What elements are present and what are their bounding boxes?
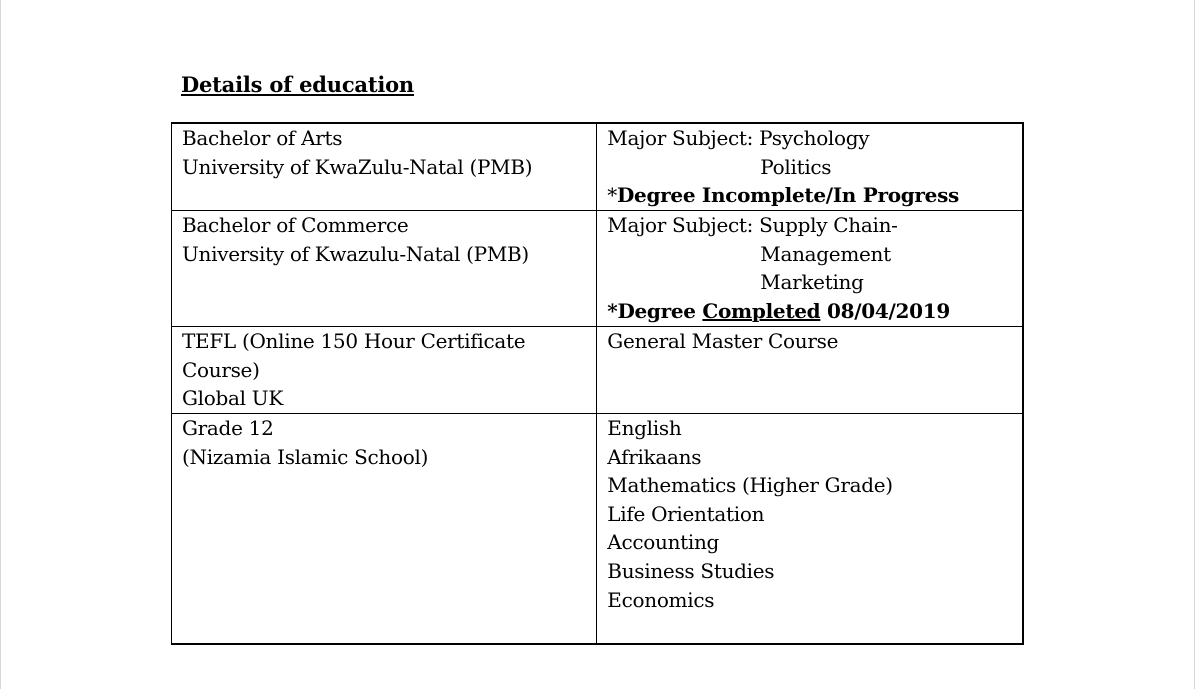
status-text: Degree Incomplete/In Progress [617,183,959,208]
qualification-title: Bachelor of Commerce [182,213,409,237]
qualification-cell [172,123,597,211]
course-description: General Master Course [607,329,839,353]
status-prefix: * [607,183,617,208]
qualification-title: Grade 12 [182,416,274,440]
table-row [172,211,1024,327]
degree-status [607,181,1013,210]
subject-item: Mathematics (Higher Grade) [607,473,893,498]
table-row [172,414,1024,645]
major-subject: Psychology [759,126,870,150]
education-table [171,122,1024,645]
status-date: 08/04/2019 [827,298,950,323]
major-subject: Politics [760,154,832,179]
major-label: Major Subject: [607,213,754,237]
details-cell [597,414,1023,645]
qualification-title-cont: Course) [182,357,260,382]
table-row [172,123,1024,211]
subject-item: Economics [607,587,715,612]
qualification-title: TEFL (Online 150 Hour Certificate [182,329,526,353]
major-subject: Marketing [760,270,864,295]
qualification-cell [172,327,597,414]
qualification-cell [172,211,597,327]
subject-item: Accounting [607,530,720,555]
details-cell [597,327,1023,414]
major-line [607,124,1013,153]
institution-name: University of Kwazulu-Natal (PMB) [182,241,529,266]
details-cell [597,123,1023,211]
page-left-edge [0,0,1,689]
subject-item: Life Orientation [607,501,765,526]
qualification-cell [172,414,597,645]
status-word: Degree [617,298,696,323]
subject-item: Afrikaans [607,444,702,469]
subject-item: English [607,416,682,440]
major-line [607,211,1013,240]
institution-name: Global UK [182,386,283,411]
qualification-title: Bachelor of Arts [182,126,343,150]
institution-name: University of KwaZulu-Natal (PMB) [182,154,533,179]
details-cell [597,211,1023,327]
status-completed: Completed [702,298,821,323]
page-right-edge [1194,0,1195,689]
degree-status [607,297,1013,326]
major-label: Major Subject: [607,126,754,150]
status-prefix: * [607,298,618,323]
subject-item: Business Studies [607,558,775,583]
table-row [172,327,1024,414]
section-heading: Details of education [181,72,414,97]
major-subject: Supply Chain- [759,213,898,237]
institution-name: (Nizamia Islamic School) [182,444,429,469]
major-subject: Management [760,241,891,266]
